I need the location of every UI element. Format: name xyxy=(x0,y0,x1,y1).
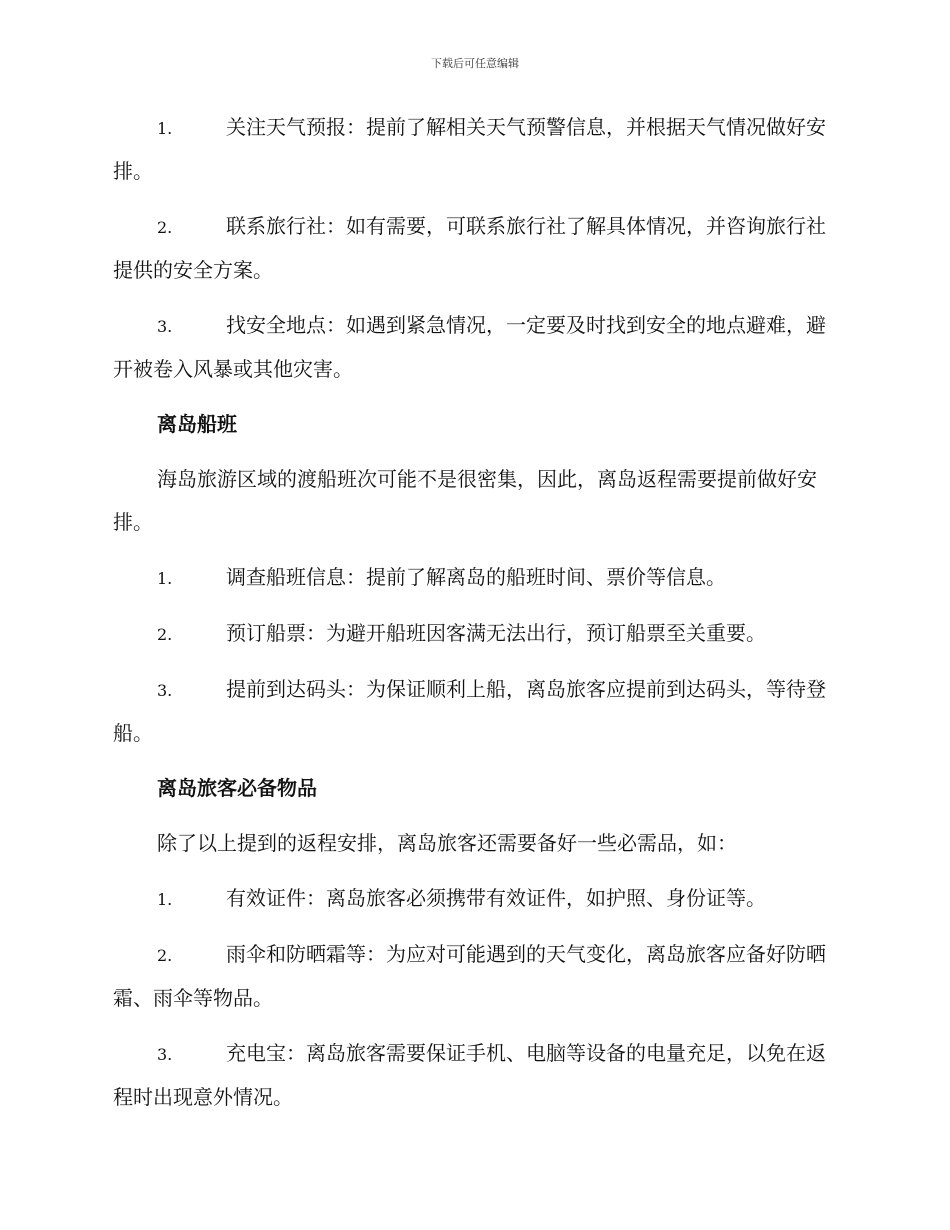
list-number: 1. xyxy=(157,890,173,909)
section-heading-ferry: 离岛船班 xyxy=(157,412,237,436)
list-item xyxy=(113,933,835,1020)
page-header: 下载后可任意编辑 xyxy=(431,57,519,70)
section-intro-ferry: 海岛旅游区域的渡船班次可能不是很密集，因此，离岛返程需要提前做好安排。 xyxy=(113,467,817,534)
list-number: 3. xyxy=(157,681,173,700)
section-intro-essentials: 除了以上提到的返程安排，离岛旅客还需要备好一些必需品，如： xyxy=(157,831,737,855)
list-item xyxy=(113,106,835,193)
list-number: 1. xyxy=(157,569,173,588)
list-item xyxy=(113,668,835,755)
list-number: 2. xyxy=(157,625,173,644)
list-item xyxy=(113,556,835,600)
list-number: 2. xyxy=(157,218,173,237)
list-item xyxy=(113,877,835,921)
document-body xyxy=(113,106,835,1131)
list-item xyxy=(113,1032,835,1119)
section-heading-essentials: 离岛旅客必备物品 xyxy=(157,776,317,800)
list-number: 3. xyxy=(157,1045,173,1064)
list-item xyxy=(113,612,835,656)
list-item xyxy=(113,304,835,391)
list-text: 雨伞和防晒霜等：为应对可能遇到的天气变化，离岛旅客应备好防晒霜、雨伞等物品。 xyxy=(113,942,826,1010)
list-text: 充电宝：离岛旅客需要保证手机、电脑等设备的电量充足，以免在返程时出现意外情况。 xyxy=(113,1041,826,1109)
list-text: 调查船班信息：提前了解离岛的船班时间、票价等信息。 xyxy=(226,565,726,589)
list-number: 2. xyxy=(157,946,173,965)
list-text: 关注天气预报：提前了解相关天气预警信息，并根据天气情况做好安排。 xyxy=(113,115,826,183)
list-text: 预订船票：为避开船班因客满无法出行，预订船票至关重要。 xyxy=(226,621,766,645)
list-text: 联系旅行社：如有需要，可联系旅行社了解具体情况，并咨询旅行社提供的安全方案。 xyxy=(113,214,826,282)
list-number: 3. xyxy=(157,317,173,336)
list-text: 提前到达码头：为保证顺利上船，离岛旅客应提前到达码头，等待登船。 xyxy=(113,677,826,745)
list-text: 有效证件：离岛旅客必须携带有效证件，如护照、身份证等。 xyxy=(226,886,766,910)
list-item xyxy=(113,205,835,292)
list-text: 找安全地点：如遇到紧急情况，一定要及时找到安全的地点避难，避开被卷入风暴或其他灾害。 xyxy=(113,313,826,381)
list-number: 1. xyxy=(157,119,173,138)
